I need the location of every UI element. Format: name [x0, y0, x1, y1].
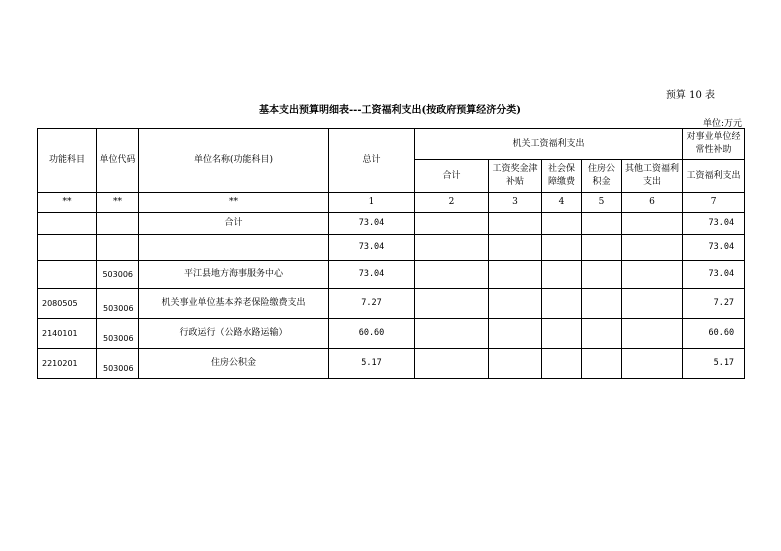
header-social-insurance	[542, 160, 582, 193]
header-sub-total: 合计	[415, 160, 489, 193]
header-wage-bonus-line1: 工资奖金津	[492, 164, 538, 174]
cell-c7: 60.60	[683, 319, 745, 349]
cell-total: 7.27	[329, 289, 415, 319]
cell-code-value: 503006	[103, 334, 134, 343]
cell-code	[97, 349, 139, 379]
cell-c5	[582, 349, 622, 379]
cell-name: 机关事业单位基本养老保险缴费支出	[139, 289, 329, 319]
header-social-ins-line1: 社会保	[547, 164, 575, 174]
cell-c3	[489, 235, 542, 261]
cell-func-code: 2210201	[42, 359, 78, 368]
cell-total: 73.04	[329, 235, 415, 261]
cell-c4	[542, 235, 582, 261]
cell-total: 5.17	[329, 349, 415, 379]
header-unit-name: 单位名称(功能科目)	[139, 129, 329, 193]
table-number: 预算 10 表	[665, 90, 715, 101]
table-row	[38, 235, 745, 261]
cell-c4	[542, 261, 582, 289]
budget-table	[37, 128, 745, 379]
cell-c6	[622, 319, 683, 349]
header-total: 总计	[329, 129, 415, 193]
header-wage-bonus	[489, 160, 542, 193]
cell-c3	[489, 319, 542, 349]
cell-c5	[582, 319, 622, 349]
header-other-line1: 其他工资福利	[625, 164, 680, 174]
cell-total: 73.04	[329, 213, 415, 235]
header-housing-line1: 住房公	[587, 164, 615, 174]
cell-c4	[542, 213, 582, 235]
cell-c4	[542, 319, 582, 349]
header-group-wage: 机关工资福利支出	[415, 129, 683, 160]
header-subsidy-wage: 工资福利支出	[683, 160, 745, 193]
table-row	[38, 213, 745, 235]
cell-c5	[582, 213, 622, 235]
cell-c5	[582, 235, 622, 261]
cell-code-value: 503006	[103, 304, 134, 313]
header-other-wage	[622, 160, 683, 193]
index-cell-5: 3	[489, 193, 542, 213]
cell-c7: 5.17	[683, 349, 745, 379]
cell-c5	[582, 289, 622, 319]
cell-c2	[415, 349, 489, 379]
cell-c3	[489, 289, 542, 319]
cell-c7: 73.04	[683, 261, 745, 289]
cell-c3	[489, 213, 542, 235]
index-cell-1: **	[97, 193, 139, 213]
table-row	[38, 319, 745, 349]
cell-code-value: 503006	[103, 364, 134, 373]
index-row	[38, 193, 745, 213]
header-row-1	[38, 129, 745, 160]
cell-c2	[415, 235, 489, 261]
cell-c7: 73.04	[683, 213, 745, 235]
cell-c6	[622, 235, 683, 261]
table-row	[38, 261, 745, 289]
index-cell-8: 6	[622, 193, 683, 213]
cell-total: 60.60	[329, 319, 415, 349]
cell-name: 行政运行（公路水路运输）	[139, 319, 329, 349]
cell-c2	[415, 319, 489, 349]
index-cell-2: **	[139, 193, 329, 213]
cell-code	[97, 235, 139, 261]
cell-c4	[542, 289, 582, 319]
cell-c2	[415, 261, 489, 289]
header-unit-code: 单位代码	[97, 129, 139, 193]
cell-c6	[622, 289, 683, 319]
cell-func	[38, 261, 97, 289]
index-cell-7: 5	[582, 193, 622, 213]
header-other-line2: 支出	[643, 177, 662, 187]
header-func-subject: 功能科目	[38, 129, 97, 193]
cell-c2	[415, 289, 489, 319]
index-cell-3: 1	[329, 193, 415, 213]
cell-c3	[489, 261, 542, 289]
index-cell-4: 2	[415, 193, 489, 213]
cell-func-code: 2080505	[42, 299, 78, 308]
cell-name: 住房公积金	[139, 349, 329, 379]
unit-label: 单位:万元	[702, 119, 742, 129]
cell-c6	[622, 349, 683, 379]
cell-c7: 73.04	[683, 235, 745, 261]
cell-func	[38, 349, 97, 379]
cell-c2	[415, 213, 489, 235]
cell-c6	[622, 261, 683, 289]
index-cell-0: **	[38, 193, 97, 213]
cell-total: 73.04	[329, 261, 415, 289]
table-row	[38, 349, 745, 379]
cell-func	[38, 289, 97, 319]
header-social-ins-line2: 障缴费	[547, 177, 575, 187]
cell-name	[139, 235, 329, 261]
cell-code	[97, 319, 139, 349]
header-group-subsidy: 对事业单位经常性补助	[683, 129, 745, 160]
table-row	[38, 289, 745, 319]
cell-c4	[542, 349, 582, 379]
page-title: 基本支出预算明细表---工资福利支出(按政府预算经济分类)	[259, 105, 521, 116]
index-cell-6: 4	[542, 193, 582, 213]
cell-name: 平江县地方海事服务中心	[139, 261, 329, 289]
cell-func	[38, 319, 97, 349]
cell-code	[97, 213, 139, 235]
header-housing-fund	[582, 160, 622, 193]
cell-c3	[489, 349, 542, 379]
cell-func	[38, 235, 97, 261]
header-wage-bonus-line2: 补贴	[505, 177, 524, 187]
cell-name: 合计	[139, 213, 329, 235]
cell-func-code: 2140101	[42, 329, 78, 338]
cell-c7: 7.27	[683, 289, 745, 319]
index-cell-9: 7	[683, 193, 745, 213]
cell-code: 503006	[97, 261, 139, 289]
cell-func	[38, 213, 97, 235]
cell-code	[97, 289, 139, 319]
cell-c6	[622, 213, 683, 235]
cell-c5	[582, 261, 622, 289]
header-housing-line2: 积金	[592, 177, 611, 187]
